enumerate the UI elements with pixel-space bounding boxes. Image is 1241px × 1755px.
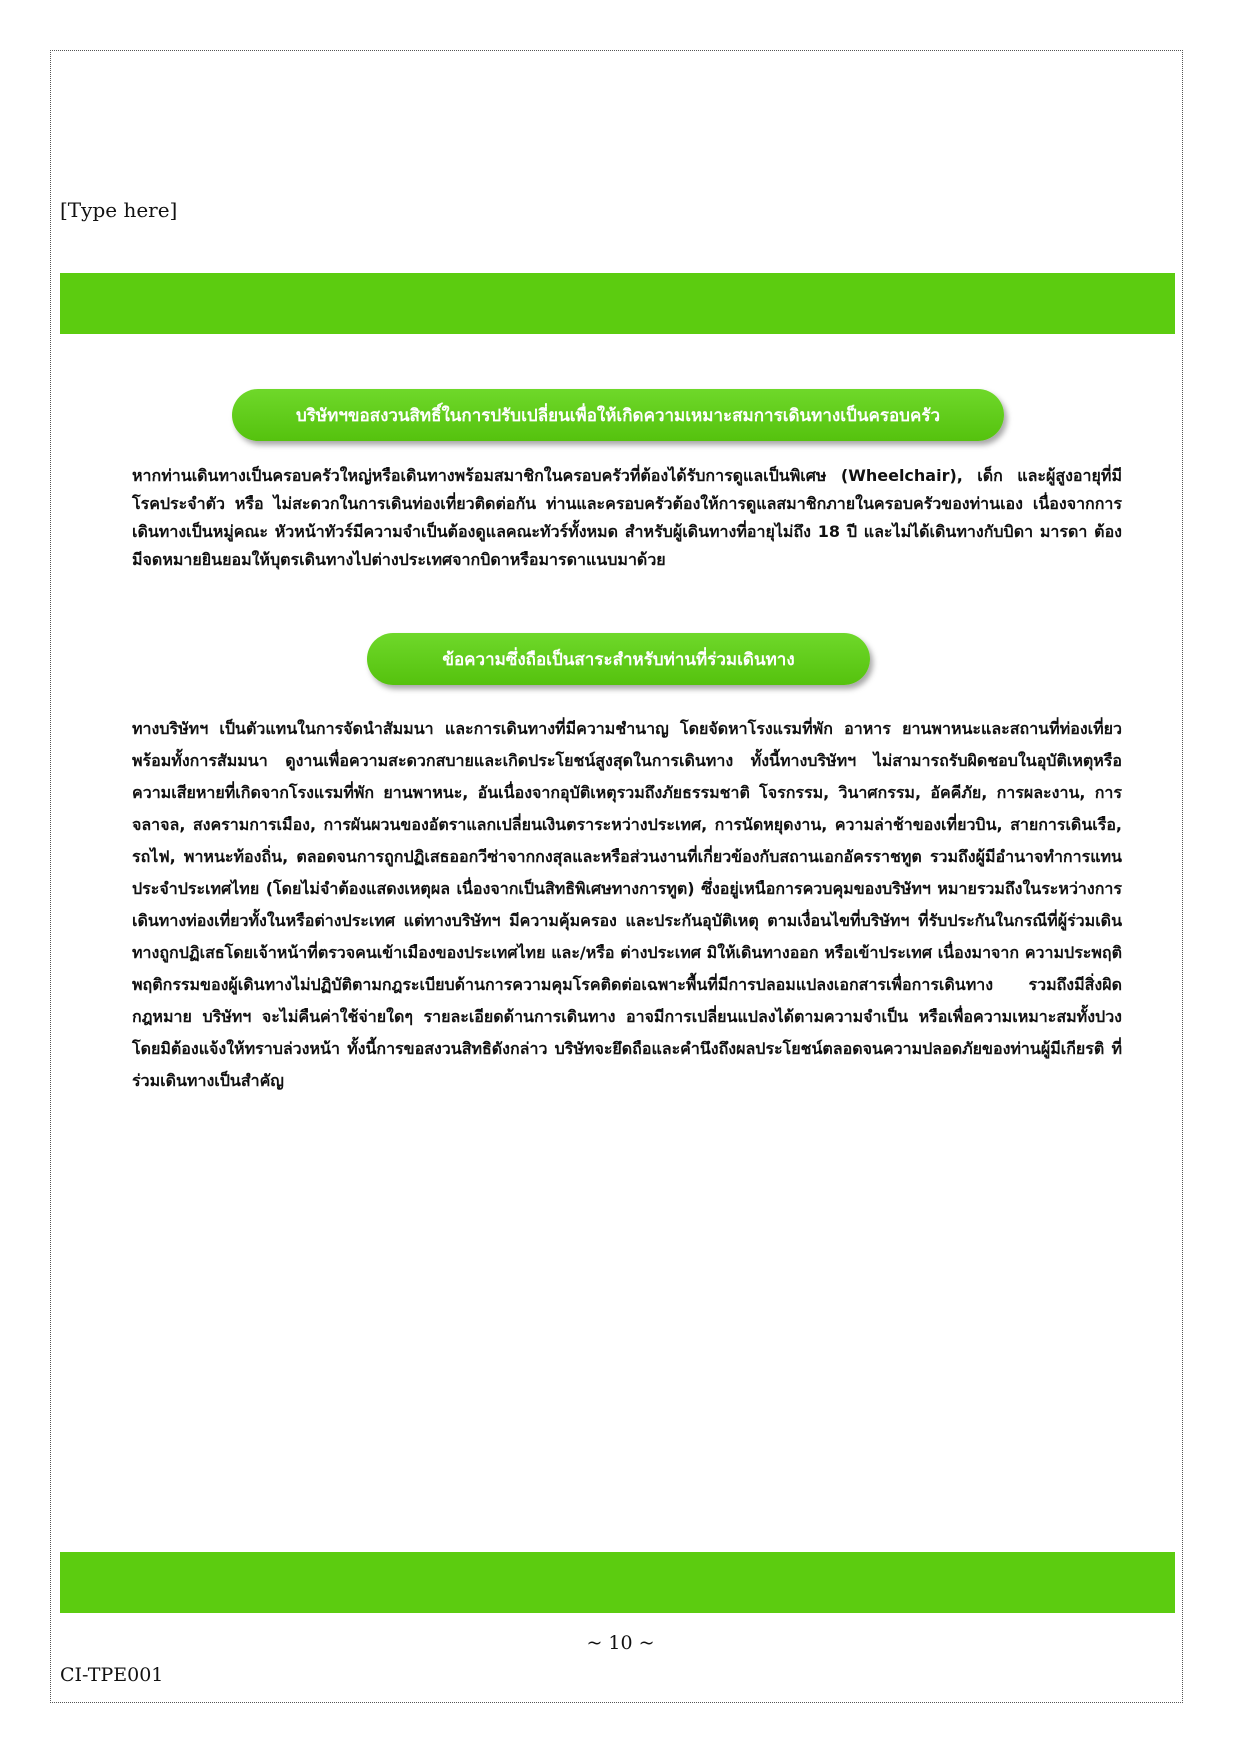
section-body-family-travel: หากท่านเดินทางเป็นครอบครัวใหญ่หรือเดินทางพร้อมสมาชิกในครอบครัวที่ต้องได้รับการดูแลเป็นพิเศษ (Wheelchair), เด็ก และผู้สูงอายุที่มีโรคประจำตัว หรือ ไม่สะดวกในการเดินท่องเที่ยวติดต่อกัน ท่านและครอบครัวต้องให้การดูแลสมาชิกภายในครอบครัวของท่านเอง เนื่องจากการเดินทางเป็นหมู่คณะ หัวหน้าทัวร์มีความจำเป็นต้องดูแลคณะทัวร์ทั้งหมด สำหรับผู้เดินทางที่อายุไม่ถึง 18 ปี และไม่ได้เดินทางกับบิดา มารดา ต้องมีจดหมายยินยอมให้บุตรเดินทางไปต่างประเทศจากบิดาหรือมารดาแนบมาด้วย [132,466,1122,569]
header-placeholder: [Type here] [60,198,178,222]
header-green-bar [60,273,1175,334]
document-code: CI-TPE001 [60,1664,164,1686]
section-heading-family-travel: บริษัทฯขอสงวนสิทธิ์ในการปรับเปลี่ยนเพื่อให้เกิดความเหมาะสมการเดินทางเป็นครอบครัว [232,389,1004,441]
footer-green-bar [60,1552,1175,1613]
section-heading-important-notice: ข้อความซึ่งถือเป็นสาระสำหรับท่านที่ร่วมเดินทาง [367,633,870,685]
page-number: ~ 10 ~ [586,1632,655,1654]
section-body-important-notice: ทางบริษัทฯ เป็นตัวแทนในการจัดนำสัมมนา และการเดินทางที่มีความชำนาญ โดยจัดหาโรงแรมที่พัก อาหาร ยานพาหนะและสถานที่ท่องเที่ยวพร้อมทั้งการสัมมนา ดูงานเพื่อความสะดวกสบายและเกิดประโยชน์สูงสุดในการเดินทาง ทั้งนี้ทางบริษัทฯ ไม่สามารถรับผิดชอบในอุบัติเหตุหรือความเสียหายที่เกิดจากโรงแรมที่พัก ยานพาหนะ, อันเนื่องจากอุบัติเหตุรวมถึงภัยธรรมชาติ โจรกรรม, วินาศกรรม, อัคคีภัย, การผละงาน, การจลาจล, สงครามการเมือง, การผันผวนของอัตราแลกเปลี่ยนเงินตราระหว่างประเทศ, การนัดหยุดงาน, ความล่าช้าของเที่ยวบิน, สายการเดินเรือ, รถไฟ, พาหนะท้องถิ่น, ตลอดจนการถูกปฏิเสธออกวีซ่าจากกงสุลและหรือส่วนงานที่เกี่ยวข้องกับสถานเอกอัครราชทูต รวมถึงผู้มีอำนาจทำการแทนประจำประเทศไทย (โดยไม่จำต้องแสดงเหตุผล เนื่องจากเป็นสิทธิพิเศษทางการทูต) ซึ่งอยู่เหนือการควบคุมของบริษัทฯ หมายรวมถึงในระหว่างการเดินทางท่องเที่ยวทั้งในหรือต่างประเทศ แต่ทางบริษัทฯ มีความคุ้มครอง และประกันอุบัติเหตุ ตามเงื่อนไขที่บริษัทฯ ที่รับประกันในกรณีที่ผู้ร่วมเดินทางถูกปฏิเสธโดยเจ้าหน้าที่ตรวจคนเข้าเมืองของประเทศไทย และ/หรือ ต่างประเทศ มิให้เดินทางออก หรือเข้าประเทศ เนื่องมาจาก ความประพฤติ พฤติกรรมของผู้เดินทางไม่ปฏิบัติตามกฎระเบียบด้านการความคุมโรคติดต่อเฉพาะพื้นที่มีการปลอมแปลงเอกสารเพื่อการเดินทาง รวมถึงมีสิ่งผิดกฎหมาย บริษัทฯ จะไม่คืนค่าใช้จ่ายใดๆ รายละเอียดด้านการเดินทาง อาจมีการเปลี่ยนแปลงได้ตามความจำเป็น หรือเพื่อความเหมาะสมทั้งปวง โดยมิต้องแจ้งให้ทราบล่วงหน้า ทั้งนี้การขอสงวนสิทธิดังกล่าว บริษัทจะยึดถือและคำนึงถึงผลประโยชน์ตลอดจนความปลอดภัยของท่านผู้มีเกียรติ ที่ร่วมเดินทางเป็นสำคัญ [132,719,1123,1090]
